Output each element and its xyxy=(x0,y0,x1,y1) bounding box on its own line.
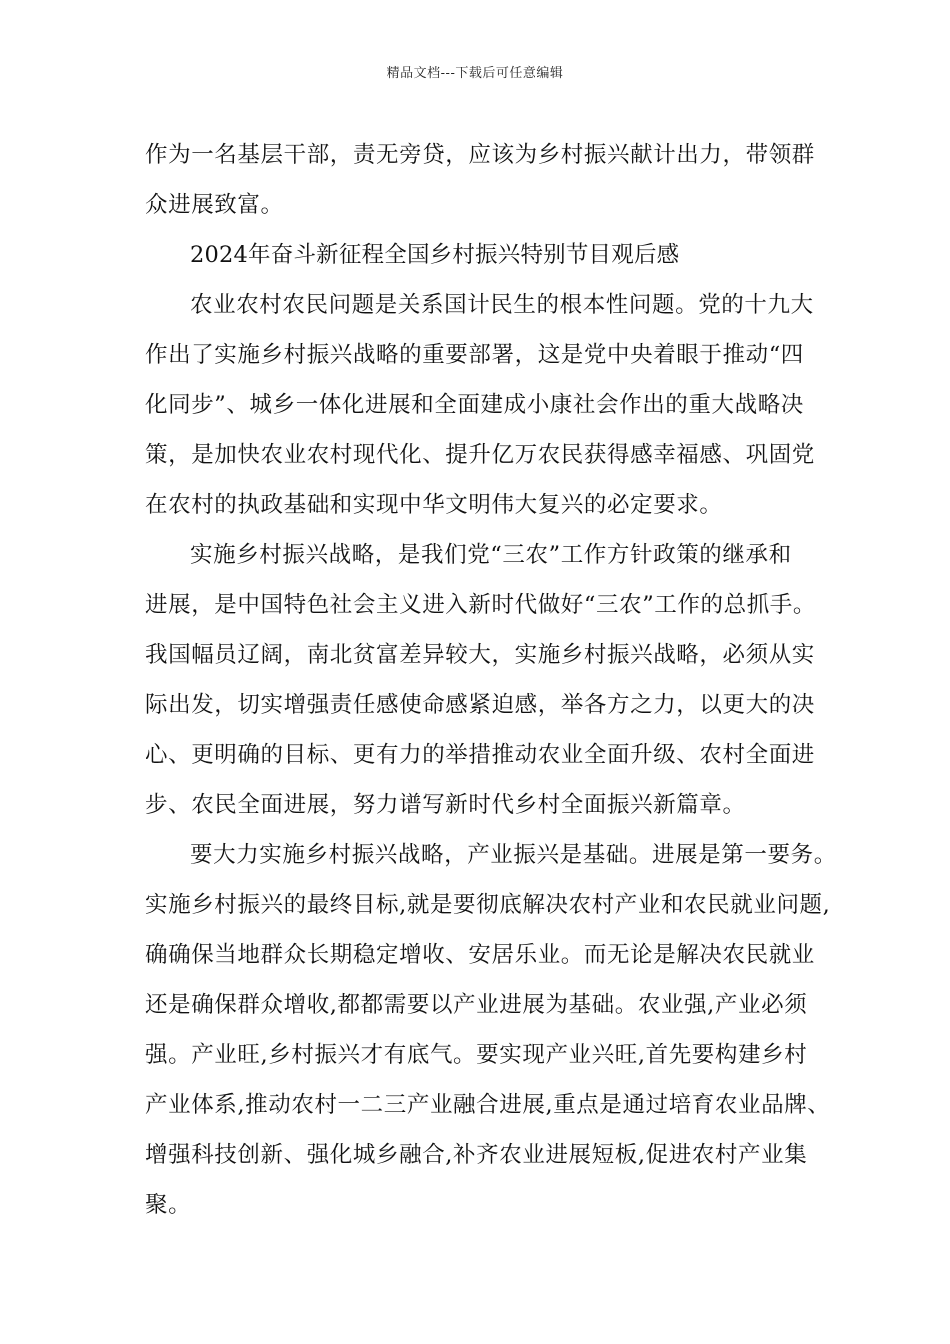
text-line: 要大力实施乡村振兴战略，产业振兴是基础。进展是第一要务。 xyxy=(190,842,837,868)
text-line: 心、更明确的目标、更有力的举措推动农业全面升级、农村全面进 xyxy=(145,742,815,768)
page-header: 精品文档---下载后可任意编辑 xyxy=(386,66,564,81)
document-body xyxy=(145,130,837,1230)
text-line: 作为一名基层干部，责无旁贷，应该为乡村振兴献计出力，带领群 xyxy=(145,142,815,168)
text-line: 强。产业旺,乡村振兴才有底气。要实现产业兴旺,首先要构建乡村 xyxy=(145,1042,808,1068)
text-line: 农业农村农民问题是关系国计民生的根本性问题。党的十九大 xyxy=(190,292,814,318)
paragraph xyxy=(145,280,813,530)
text-line: 我国幅员辽阔，南北贫富差异较大，实施乡村振兴战略，必须从实 xyxy=(145,642,815,668)
text-line: 作出了实施乡村振兴战略的重要部署，这是党中央着眼于推动“四 xyxy=(145,342,804,368)
text-line: 确确保当地群众长期稳定增收、安居乐业。而无论是解决农民就业 xyxy=(145,942,815,968)
text-line: 产业体系,推动农村一二三产业融合进展,重点是通过培育农业品牌、 xyxy=(145,1092,831,1118)
paragraph xyxy=(145,130,813,230)
text-line: 众进展致富。 xyxy=(145,192,284,218)
text-line: 增强科技创新、强化城乡融合,补齐农业进展短板,促进农村产业集 xyxy=(145,1142,808,1168)
text-line: 在农村的执政基础和实现中华文明伟大复兴的必定要求。 xyxy=(145,492,723,518)
article-title xyxy=(145,230,813,280)
text-line: 还是确保群众增收,都都需要以产业进展为基础。农业强,产业必须 xyxy=(145,992,808,1018)
paragraph xyxy=(145,530,817,830)
text-line: 际出发，切实增强责任感使命感紧迫感，举各方之力，以更大的决 xyxy=(145,692,815,718)
text-line: 聚。 xyxy=(145,1192,192,1218)
paragraph xyxy=(145,830,837,1230)
text-line: 进展，是中国特色社会主义进入新时代做好“三农”工作的总抓手。 xyxy=(145,592,817,618)
text-line: 实施乡村振兴战略，是我们党“三农”工作方针政策的继承和 xyxy=(190,542,792,568)
text-line: 实施乡村振兴的最终目标,就是要彻底解决农村产业和农民就业问题, xyxy=(145,892,831,918)
text-line: 策，是加快农业农村现代化、提升亿万农民获得感幸福感、巩固党 xyxy=(145,442,815,468)
text-line: 步、农民全面进展，努力谱写新时代乡村全面振兴新篇章。 xyxy=(145,792,746,818)
text-line: 化同步”、城乡一体化进展和全面建成小康社会作出的重大战略决 xyxy=(145,392,804,418)
title-line: 2024年奋斗新征程全国乡村振兴特别节目观后感 xyxy=(190,242,680,268)
